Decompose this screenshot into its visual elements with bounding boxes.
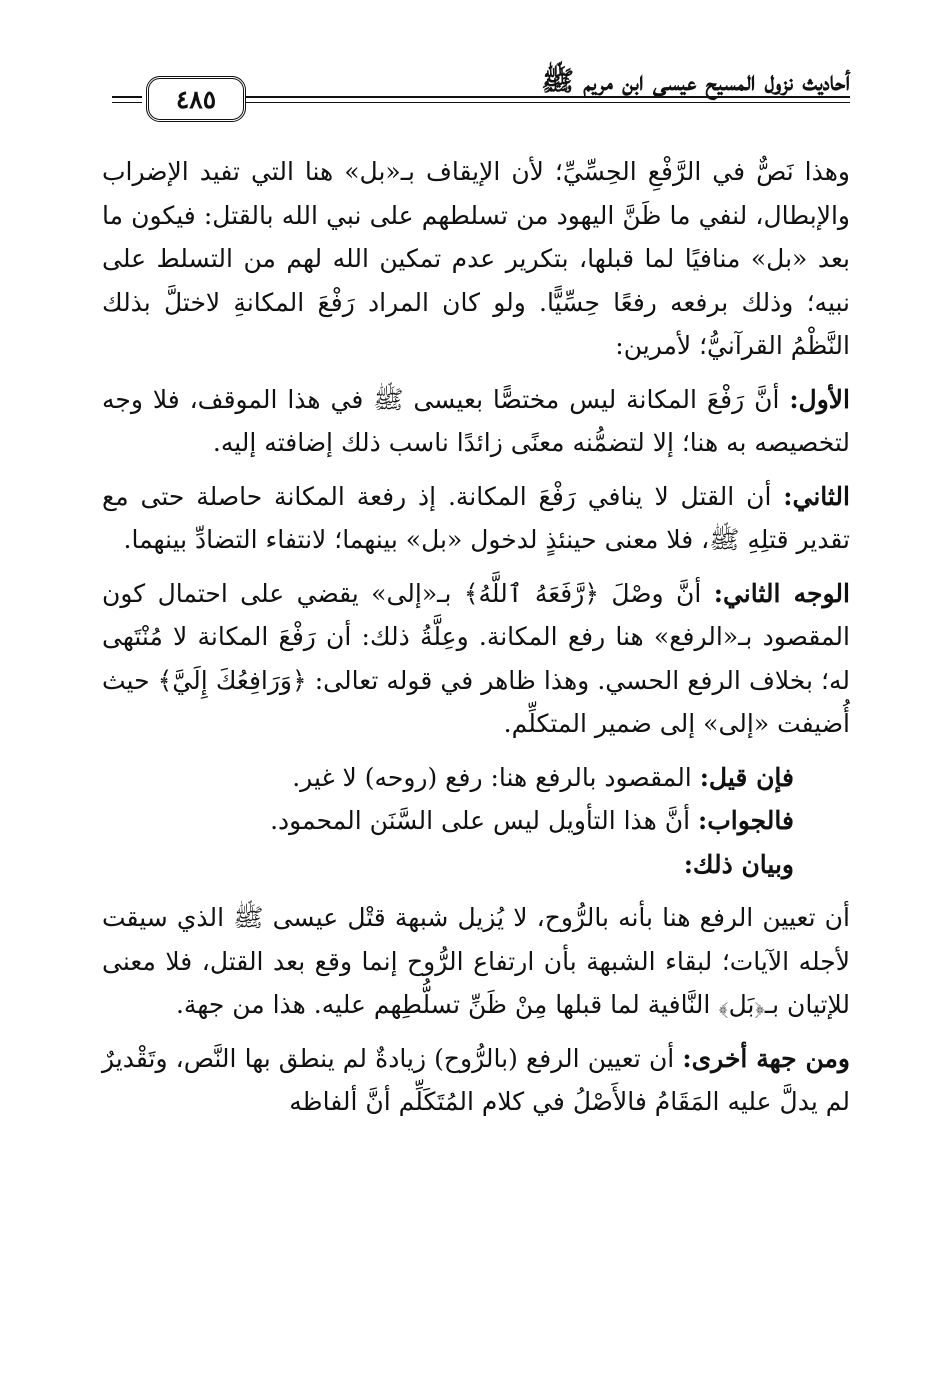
paragraph-other-aspect — [102, 1037, 850, 1124]
objection-lead: فإن قيل: — [699, 762, 794, 792]
body-text — [102, 150, 850, 1134]
objection-text: المقصود بالرفع هنا: رفع (روحه) لا غير. — [292, 762, 700, 792]
header-rule-right-thin — [240, 102, 850, 103]
paragraph-lead: ومن جهة أخرى: — [682, 1043, 850, 1073]
paragraph-text: أنَّ وصْلَ ﴿رَّفَعَهُ ٱللَّهُ﴾ بـ«إلى» يقضي على احتمال كون المقصود بـ«الرفع» هنا رفع المكانة. وعِلَّةُ ذلك: أن رَفْعَ المكانة لا مُنْتَهى له؛ بخلاف الرفع الحسي. وهذا ظاهر في قوله تعالى: ﴿وَرَافِعُكَ إِلَيَّ﴾ حيث أُضيفت «إلى» إلى ضمير المتكلِّم. — [102, 578, 850, 738]
answer-lead: فالجواب: — [698, 806, 794, 835]
objection-line — [102, 756, 850, 800]
paragraph-text: أن القتل لا ينافي رَفْعَ المكانة. إذ رفعة المكانة حاصلة حتى مع تقدير قتلِهِ ﷺ، فلا معنى حينئذٍ لدخول «بل» بينهما؛ لانتفاء التضادِّ بينهما. — [102, 481, 850, 554]
paragraph-1 — [102, 150, 850, 368]
paragraph-first — [102, 378, 850, 465]
header-rule-left-thin — [112, 102, 142, 103]
paragraph-text: أن تعيين الرفع هنا بأنه بالرُّوح، لا يُزيل شبهة قتْل عيسى ﷺ الذي سيقت لأجله الآيات؛ لبقاء الشبهة بأن ارتفاع الرُّوح إنما وقع بعد القتل، فلا معنى للإتيان بـ﴿بَل﴾ النَّافية لما قبلها مِنْ ظَنِّ تسلُّطِهم عليه. هذا من جهة. — [102, 903, 850, 1019]
page-number: ٤٨٥ — [175, 84, 217, 114]
explanation-lead: وبيان ذلك: — [683, 849, 794, 879]
paragraph-text: أن تعيين الرفع (بالرُّوح) زيادةٌ لم ينطق بها النَّص، وتَقْديرٌ لم يدلَّ عليه المَقَامُ فالأَصْلُ في كلام المُتَكَلِّم أنَّ ألفاظه — [102, 1043, 850, 1116]
header-rule-right — [240, 96, 850, 98]
running-head-title: أحاديث نزول المسيح عيسى ابن مريم ﷺ — [541, 66, 850, 97]
paragraph-text: أنَّ رَفْعَ المكانة ليس مختصًّا بعيسى ﷺ في هذا الموقف، فلا وجه لتخصيصه به هنا؛ إلا لتضمُّنه معنًى زائدًا ناسب ذلك إضافته إليه. — [102, 384, 850, 457]
header-rule-left — [112, 96, 142, 98]
paragraph-lead: الأول: — [789, 384, 850, 414]
paragraph-explanation — [102, 896, 850, 1027]
paragraph-second-aspect — [102, 572, 850, 746]
paragraph-second — [102, 475, 850, 562]
answer-line — [102, 799, 850, 843]
paragraph-lead: الثاني: — [783, 481, 850, 511]
page-number-badge — [146, 76, 246, 122]
paragraph-lead: الوجه الثاني: — [713, 578, 850, 608]
explanation-heading — [102, 843, 850, 887]
paragraph-text: وهذا نَصٌّ في الرَّفْعِ الحِسِّيِّ؛ لأن الإيقاف بـ«بل» هنا التي تفيد الإضراب والإبطال، لنفي ما ظَنَّ اليهود من تسلطهم على نبي الله بالقتل: فيكون ما بعد «بل» منافيًا لما قبلها، بتكرير عدم تمكين الله لهم من التسلط على نبيه؛ وذلك برفعه رفعًا حِسِّيًّا. ولو كان المراد رَفْعَ المكانةِ لاختلَّ بذلك النَّظْمُ القرآنيُّ؛ لأمرين: — [102, 157, 850, 360]
answer-text: أنَّ هذا التأويل ليس على السَّنَن المحمود. — [270, 806, 699, 835]
